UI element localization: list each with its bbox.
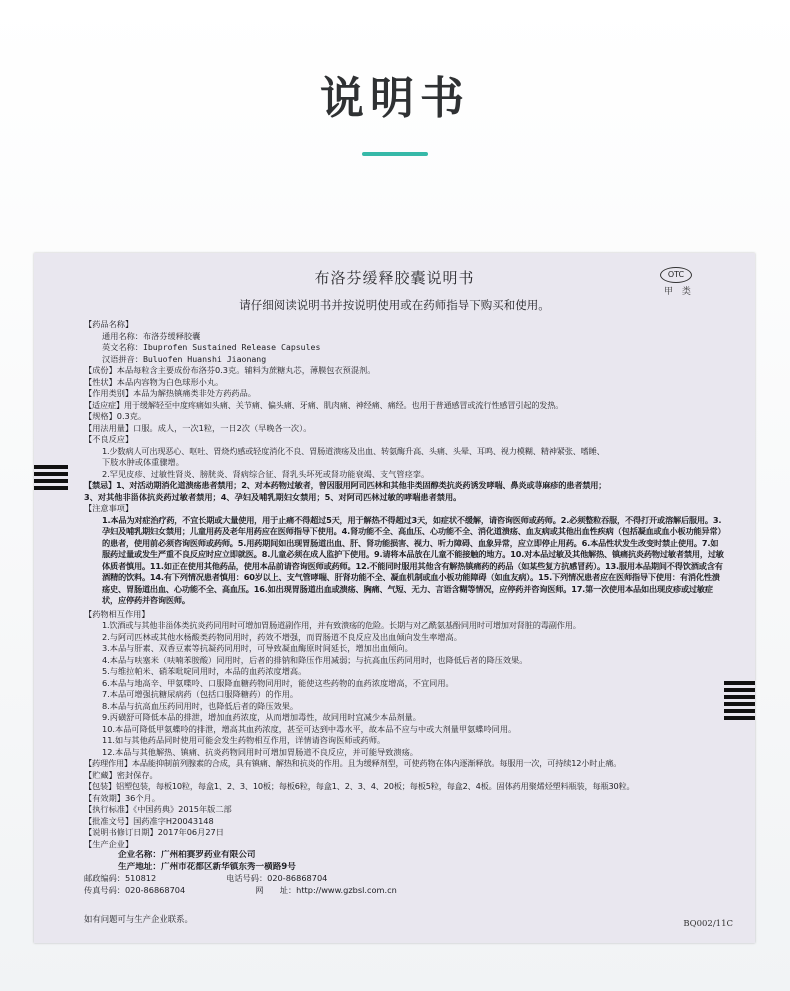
postal-code: 邮政编码：510812 bbox=[84, 873, 157, 883]
adverse-reactions-header: 【不良反应】 bbox=[84, 434, 134, 444]
specification: 【规格】0.3克。 bbox=[84, 411, 147, 421]
company-name: 企业名称：广州柏赛罗药业有限公司 bbox=[118, 850, 256, 860]
approval-number: 【批准文号】国药准字H20043148 bbox=[84, 815, 214, 826]
title-underline-accent bbox=[362, 152, 428, 156]
adverse-reaction-1a: 1.少数病人可出现恶心、呕吐、胃烧灼感或轻度消化不良、胃肠道溃疡及出血、转氨酶升高、头痛、头晕、耳鸣、视力模糊、精神紧张、嗜睡、 bbox=[102, 445, 605, 456]
left-registration-marks bbox=[34, 465, 68, 493]
cautions-header: 【注意事项】 bbox=[84, 503, 134, 513]
interaction-item: 3.本品与肝素、双香豆素等抗凝药同用时，可导致凝血酶原时间延长，增加出血倾向。 bbox=[102, 643, 413, 653]
interaction-item: 1.饮酒或与其他非甾体类抗炎药同用时可增加胃肠道副作用，并有致溃疡的危险。长期与对乙酰氨基酚同用时可增加对肾脏的毒副作用。 bbox=[102, 620, 581, 630]
leaflet-body bbox=[84, 319, 724, 896]
interaction-item: 9.丙磺舒可降低本品的排泄，增加血药浓度，从而增加毒性，故同用时宜减少本品剂量。 bbox=[102, 712, 421, 722]
appearance: 【性状】本品内容物为白色球形小丸。 bbox=[84, 376, 224, 387]
indications: 【适应症】用于缓解轻至中度疼痛如头痛、关节痛、偏头痛、牙痛、肌肉痛、神经痛、痛经。也用于普通感冒或流行性感冒引起的发热。 bbox=[84, 399, 564, 410]
interaction-item: 4.本品与呋塞米（呋喃苯胺酸）同用时，后者的排钠和降压作用减弱；与抗高血压药同用时，也降低后者的降压效果。 bbox=[102, 654, 528, 665]
page-title: 说明书 bbox=[320, 73, 470, 124]
validity: 【有效期】36个月。 bbox=[84, 792, 160, 803]
pinyin-name: 汉语拼音：Buluofen Huanshi Jiaonang bbox=[102, 353, 267, 364]
fax-number: 传真号码：020-86868704 bbox=[84, 884, 186, 895]
usage-notice: 请仔细阅读说明书并按说明使用或在药师指导下购买和使用。 bbox=[239, 298, 550, 312]
revision-date: 【说明书修订日期】2017年06月27日 bbox=[84, 827, 224, 837]
interaction-item: 11.如与其他药品同时使用可能会发生药物相互作用，详情请咨询医师或药师。 bbox=[102, 735, 386, 745]
leaflet-title: 布洛芬缓释胶囊说明书 bbox=[314, 269, 475, 287]
english-name: 英文名称：Ibuprofen Sustained Release Capsules bbox=[102, 342, 321, 352]
production-address: 生产地址：广州市花都区新华镇东秀一横路9号 bbox=[118, 861, 296, 872]
drug-leaflet-scan bbox=[34, 253, 755, 943]
website: 网 址：http://www.gzbsl.com.cn bbox=[255, 884, 397, 895]
fax-web-row bbox=[84, 885, 724, 897]
document-code: BQ002/11C bbox=[683, 919, 733, 929]
adverse-reaction-1b: 下肢水肿或体重骤增。 bbox=[102, 457, 184, 467]
manufacturer-header: 【生产企业】 bbox=[84, 838, 134, 849]
storage: 【贮藏】密封保存。 bbox=[84, 769, 158, 780]
otc-badge: OTC bbox=[660, 267, 692, 283]
drug-name-header: 【药品名称】 bbox=[84, 319, 134, 329]
interaction-item: 10.本品可降低甲氨蝶呤的排泄，增高其血药浓度，甚至可达到中毒水平，故本品不应与中或大剂量甲氨蝶呤同用。 bbox=[102, 723, 517, 734]
otc-class-label: 甲 类 bbox=[664, 287, 694, 297]
pharmacology: 【药理作用】本品能抑制前列腺素的合成，具有镇痛、解热和抗炎的作用。且为缓释剂型，可使药物在体内逐渐释放。每服用一次，可持续12小时止痛。 bbox=[84, 758, 622, 768]
standard: 【执行标准】《中国药典》2015年版二部 bbox=[84, 804, 232, 814]
phone-number: 电话号码：020-86868704 bbox=[226, 873, 328, 883]
interaction-item: 12.本品与其他解热、镇痛、抗炎药物同用时可增加胃肠道不良反应，并可能导致溃疡。 bbox=[102, 746, 418, 757]
packaging: 【包装】铝塑包装，每板10粒，每盒1、2、3、10板；每板6粒，每盒1、2、3、4、20板；每板5粒，每盒2、4板。固体药用聚烯烃塑料瓶装，每瓶30粒。 bbox=[84, 781, 635, 791]
right-registration-marks bbox=[724, 681, 755, 723]
adverse-reaction-2: 2.罕见皮疹、过敏性肾炎、膀胱炎、肾病综合征、肾乳头坏死或肾功能衰竭、支气管痉挛。 bbox=[102, 468, 430, 479]
interaction-item: 8.本品与抗高血压药同用时，也降低后者的降压效果。 bbox=[102, 700, 299, 711]
generic-name: 通用名称：布洛芬缓释胶囊 bbox=[102, 330, 201, 341]
composition: 【成份】本品每粒含主要成份布洛芬0.3克。辅料为蔗糖丸芯，薄膜包衣预混剂。 bbox=[84, 365, 376, 375]
postal-phone-row bbox=[84, 873, 724, 885]
interactions-header: 【药物相互作用】 bbox=[84, 608, 150, 619]
contraindications-b: 3、对其他非甾体抗炎药过敏者禁用；4、孕妇及哺乳期妇女禁用；5、对阿司匹林过敏的哮喘患者禁用。 bbox=[84, 491, 462, 502]
contraindications-a: 【禁忌】1、对活动期消化道溃疡患者禁用；2、对本药物过敏者，曾因服用阿司匹林和其他非类固醇类抗炎药诱发哮喘、鼻炎或荨麻疹的患者禁用； bbox=[84, 480, 607, 490]
interaction-item: 6.本品与地高辛、甲氨喋呤、口服降血糖药物同用时，能使这些药物的血药浓度增高，不宜同用。 bbox=[102, 677, 454, 688]
drug-category: 【作用类别】本品为解热镇痛类非处方药药品。 bbox=[84, 388, 256, 398]
contact-note: 如有问题可与生产企业联系。 bbox=[84, 914, 193, 924]
dosage: 【用法用量】口服。成人，一次1粒，一日2次（早晚各一次）。 bbox=[84, 422, 312, 433]
interaction-item: 2.与阿司匹林或其他水杨酸类药物同用时，药效不增强，而胃肠道不良反应及出血倾向发生率增高。 bbox=[102, 631, 462, 642]
cautions-text: 1.本品为对症治疗药，不宜长期或大量使用，用于止痛不得超过5天，用于解热不得超过3天，如症状不缓解，请咨询医师或药师。2.必须整粒吞服，不得打开或溶解后服用。3.孕妇及哺乳期妇女禁用；儿童用药及老年用药应在医师指导下使用。4.肾功能不全、高血压、心功能不全、消化道溃疡、血友病或其他出血性疾病（包括凝血或血小板功能异常）的患者，使用前必须咨询医师或药师。5.用药期间如出现胃肠道出血、肝、肾功能损害、视力、听力障碍、血象异常，应立即停止用药。6.本品性状发生改变时禁止使用。7.如服药过量或发生严重不良反应时应立即就医。8.儿童必须在成人监护下使用。9.请将本品放在儿童不能接触的地方。10.对本品过敏及其他解热、镇痛抗炎药物过敏者禁用，过敏体质者慎用。11.如正在使用其他药品，使用本品前请咨询医师或药师。12.不能同时服用其他含有解热镇痛药的药品（如某些复方抗感冒药）。13.服用本品期间不得饮酒或含有酒精的饮料。14.有下列情况患者慎用：60岁以上、支气管哮喘、肝肾功能不全、凝血机制或血小板功能障碍（如血友病）。15.下列情况患者应在医师指导下使用：有消化性溃疡史、胃肠道出血、心功能不全、高血压。16.如出现胃肠道出血或溃疡、胸痛、气短、无力、言语含糊等情况，应停药并咨询医师。17.第一次使用本品如出现皮疹或过敏症状，应停药并咨询医师。 bbox=[102, 514, 724, 605]
interaction-item: 5.与维拉帕米、硝苯吡啶同用时，本品的血药浓度增高。 bbox=[102, 666, 307, 676]
interaction-item: 7.本品可增强抗糖尿病药（包括口服降糖药）的作用。 bbox=[102, 689, 299, 699]
